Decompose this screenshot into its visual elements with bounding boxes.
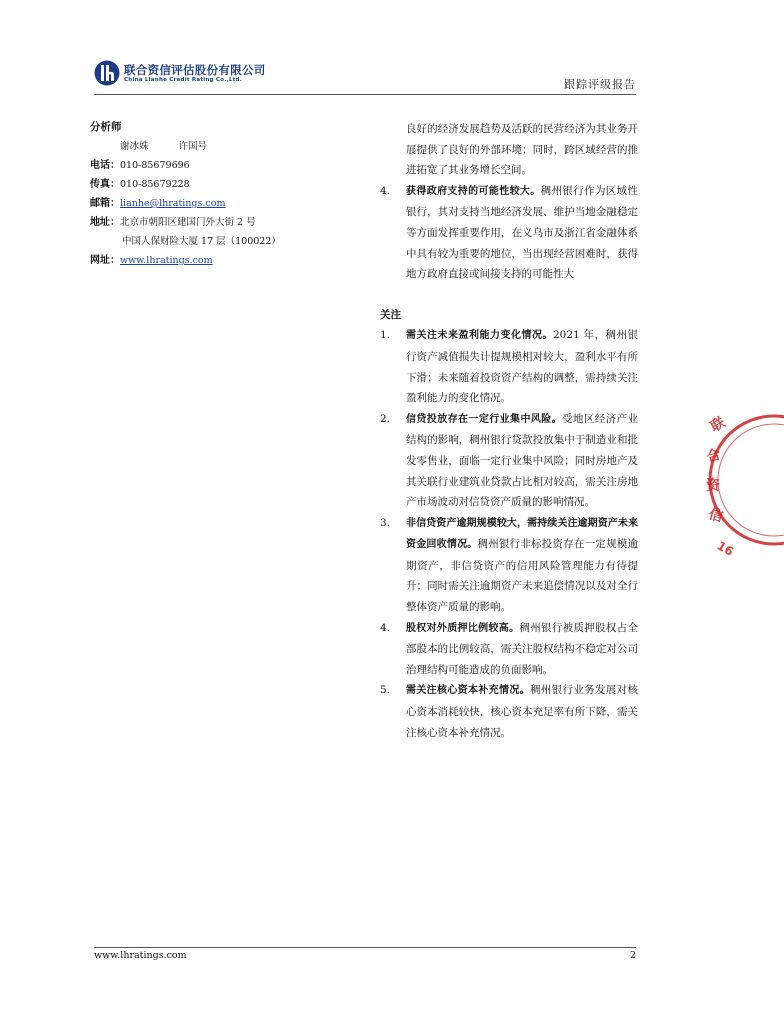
page-header bbox=[94, 60, 636, 94]
item-text: 稠州银行作为区域性银行，其对支持当地经济发展、维护当地金融稳定等方面发挥重要作用，在义乌市及浙江省金融体系中具有较为重要的地位，当出现经营困难时，获得地方政府直接或间接支持的可能性大 bbox=[406, 184, 639, 281]
website-link[interactable]: www.lhratings.com bbox=[120, 255, 213, 266]
item-body bbox=[406, 513, 638, 618]
list-item bbox=[380, 618, 638, 681]
analyst-contact-block bbox=[90, 118, 360, 270]
item-number: 4. bbox=[380, 621, 391, 634]
website-row bbox=[90, 251, 360, 270]
phone-row bbox=[90, 156, 360, 175]
footer-divider bbox=[94, 947, 636, 948]
svg-text:16: 16 bbox=[714, 538, 736, 559]
item-heading: 获得政府支持的可能性较大。 bbox=[406, 185, 541, 197]
item-heading: 信贷投放存在一定行业集中风险。 bbox=[406, 413, 563, 425]
item-number: 5. bbox=[380, 684, 391, 697]
email-link[interactable]: lianhe@lhratings.com bbox=[120, 198, 226, 209]
item-body bbox=[406, 680, 638, 743]
list-item bbox=[380, 409, 638, 513]
address-row-2 bbox=[90, 232, 360, 251]
item-text: 稠州银行非标投资存在一定规模逾期资产，非信贷资产的信用风险管理能力有待提升；同时需关注逾期资产未来追偿情况以及对全行整体资产质量的影响。 bbox=[406, 538, 638, 614]
report-type: 跟踪评级报告 bbox=[564, 78, 636, 91]
phone-label: 电话： bbox=[90, 160, 120, 171]
website-label: 网址： bbox=[90, 255, 120, 266]
seal-stamp-icon bbox=[704, 380, 784, 580]
item-body bbox=[406, 409, 638, 513]
fax-row bbox=[90, 175, 360, 194]
item-heading: 股权对外质押比例较高。 bbox=[406, 622, 520, 634]
svg-text:资: 资 bbox=[706, 478, 720, 494]
fax-value: 010-85679228 bbox=[120, 179, 190, 190]
item-heading: 需关注核心资本补充情况。 bbox=[406, 685, 530, 697]
address-line1: 北京市朝阳区建国门外大街 2 号 bbox=[120, 217, 256, 228]
item-number: 2. bbox=[380, 412, 391, 425]
list-item bbox=[380, 181, 638, 285]
address-row bbox=[90, 213, 360, 232]
item-number: 3. bbox=[380, 516, 391, 529]
item-heading: 非信贷资产逾期规模较大，需持续关注逾期资产未来资金回收情况。 bbox=[406, 517, 638, 551]
item-number: 1. bbox=[380, 329, 391, 342]
item-text: 2021 年，稠州银行资产减值损失计提规模相对较大，盈利水平有所下滑；未来随着投资资产结构的调整，需持续关注盈利能力的变化情况。 bbox=[406, 329, 639, 405]
item-body bbox=[406, 325, 638, 408]
item-body bbox=[406, 181, 638, 285]
list-item bbox=[380, 680, 638, 743]
main-text-column bbox=[380, 119, 638, 743]
email-row bbox=[90, 194, 360, 213]
svg-text:合: 合 bbox=[704, 446, 723, 466]
analyst-title: 分析师 bbox=[90, 121, 122, 133]
item-text: 稠州银行业务发展对核心资本消耗较快，核心资本充足率有所下降，需关注核心资本补充情况。 bbox=[406, 684, 638, 739]
svg-text:联: 联 bbox=[708, 414, 729, 436]
company-logo-icon bbox=[94, 60, 120, 86]
item-number: 4. bbox=[380, 184, 391, 197]
header-divider bbox=[94, 94, 636, 95]
opportunity-continued-text: 良好的经济发展趋势及活跃的民营经济为其业务开展提供了良好的外部环境；同时，跨区域经营的推进拓宽了其业务增长空间。 bbox=[406, 123, 638, 177]
list-item bbox=[380, 513, 638, 618]
concerns-section-title: 关注 bbox=[380, 308, 401, 321]
company-name-cn: 联合资信评估股份有限公司 bbox=[124, 63, 266, 77]
analyst-name: 谢冰姝 bbox=[120, 141, 149, 152]
footer-website: www.lhratings.com bbox=[94, 950, 187, 961]
item-text: 稠州银行被质押股权占全部股本的比例较高，需关注股权结构不稳定对公司治理结构可能造成的负面影响。 bbox=[406, 621, 639, 676]
analyst-name: 许国号 bbox=[178, 141, 208, 152]
analyst-names bbox=[90, 137, 360, 156]
list-item bbox=[380, 325, 638, 408]
item-heading: 需关注未来盈利能力变化情况。 bbox=[406, 330, 553, 342]
item-body bbox=[406, 618, 638, 681]
item-text: 受地区经济产业结构的影响，稠州银行贷款投放集中于制造业和批发零售业，面临一定行业集中风险；同时房地产及其关联行业建筑业贷款占比相对较高，需关注房地产市场波动对信贷资产质量的影响情况。 bbox=[406, 412, 639, 509]
address-label: 地址： bbox=[90, 217, 120, 228]
email-label: 邮箱： bbox=[90, 198, 120, 209]
phone-value: 010-85679696 bbox=[120, 160, 190, 171]
company-name-en: China Lianhe Credit Rating Co.,Ltd. bbox=[124, 77, 243, 83]
fax-label: 传真： bbox=[90, 179, 120, 190]
svg-text:信: 信 bbox=[706, 506, 725, 526]
address-line2: 中国人保财险大厦 17 层（100022） bbox=[122, 236, 281, 247]
page-number: 2 bbox=[629, 950, 636, 961]
